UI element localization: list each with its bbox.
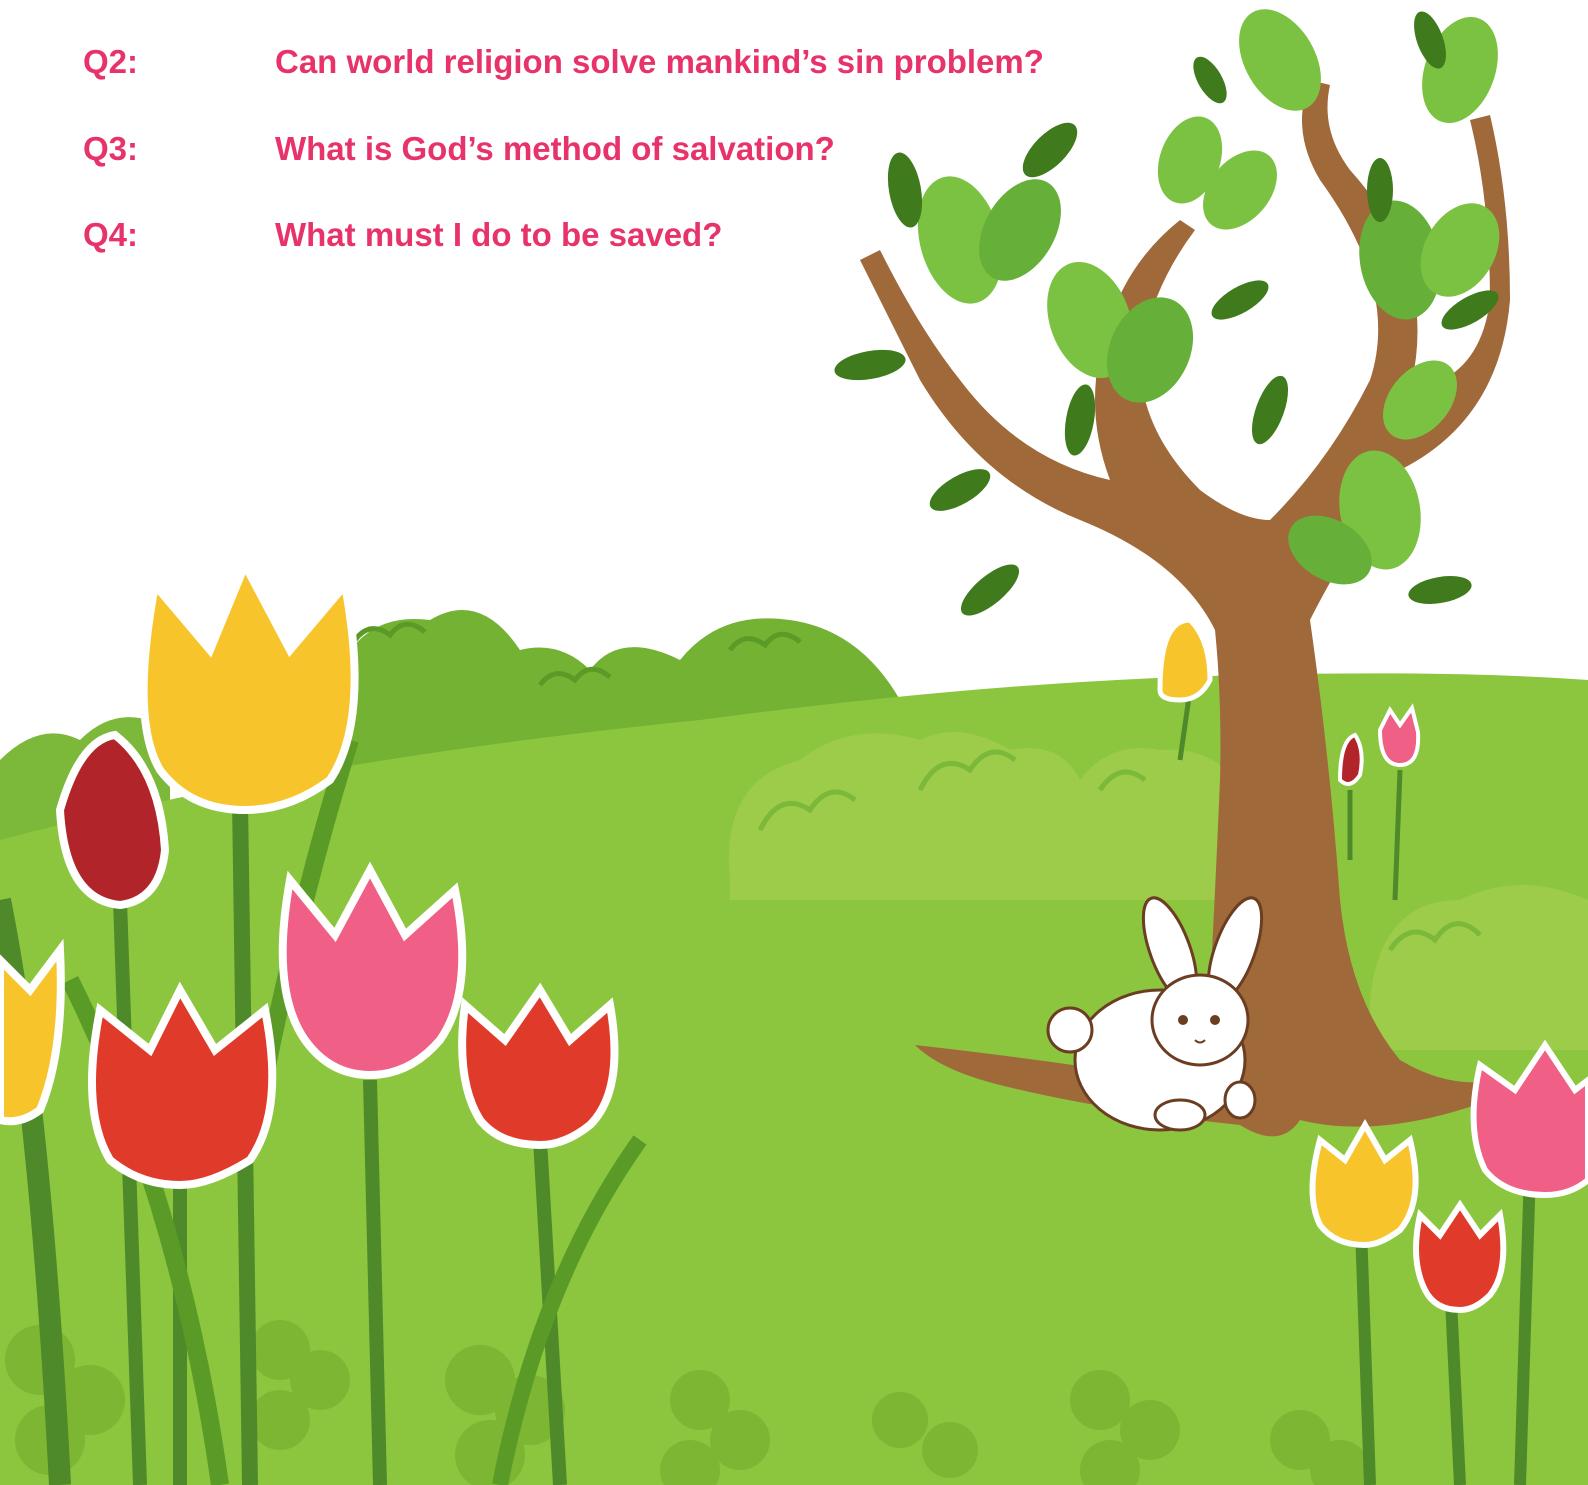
question-row-q2 [0, 37, 1200, 87]
question-number: Q4: [83, 216, 139, 253]
question-text: What is God’s method of salvation? [275, 130, 835, 167]
question-number: Q2: [83, 43, 139, 80]
question-number: Q3: [83, 130, 139, 167]
questions-list [0, 0, 1588, 300]
question-text: What must I do to be saved? [275, 216, 723, 253]
question-row-q3 [0, 124, 1200, 174]
question-text: Can world religion solve mankind’s sin problem? [275, 43, 1044, 80]
question-row-q4 [0, 210, 1200, 260]
